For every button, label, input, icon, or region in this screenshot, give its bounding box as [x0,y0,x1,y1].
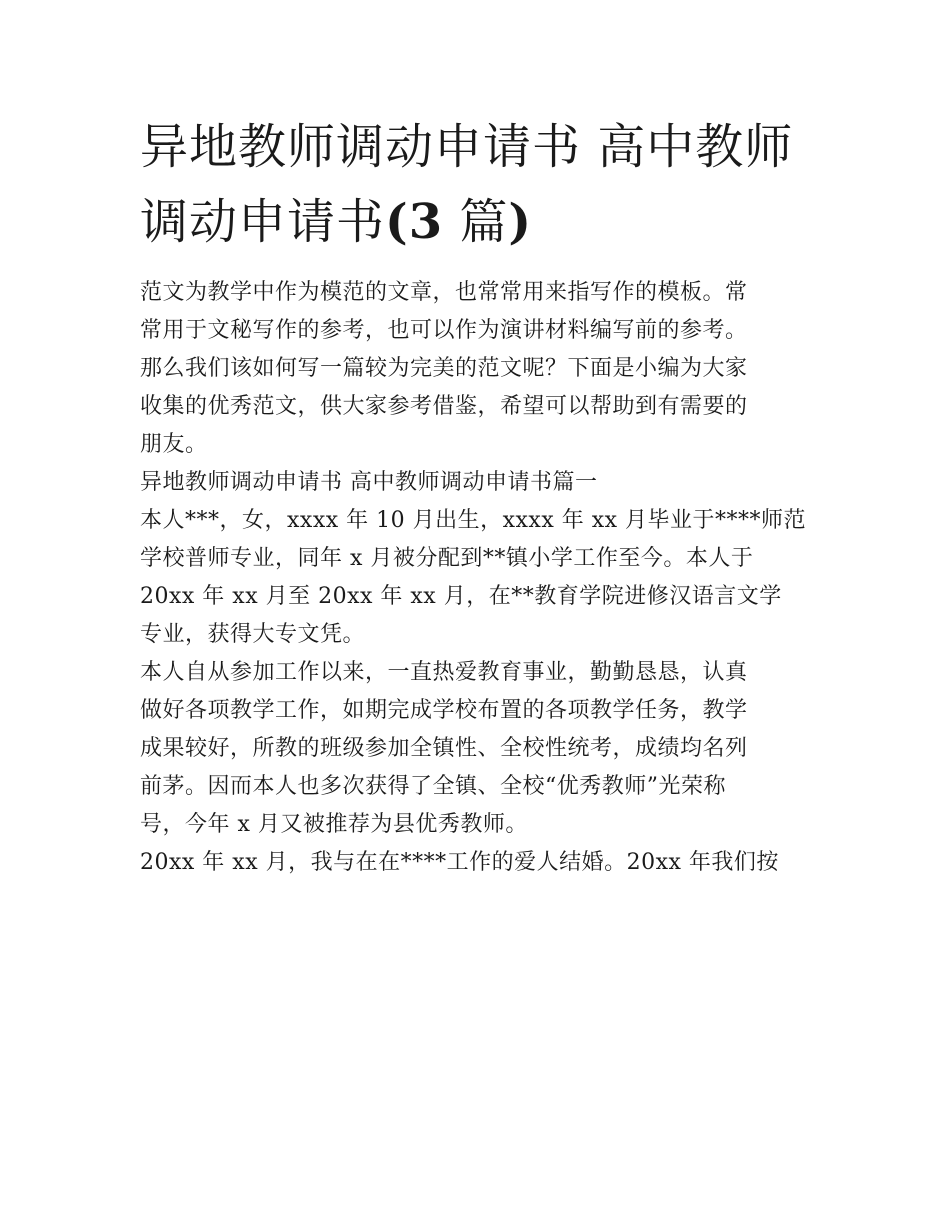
text-line: 那么我们该如何写一篇较为完美的范文呢？下面是小编为大家 [140,356,748,381]
text-line: 本人***，女，xxxx 年 10 月出生，xxxx 年 xx 月毕业于****师范 [140,508,807,533]
text-line: 异地教师调动申请书 高中教师调动申请书篇一 [140,470,598,495]
text-line: 20xx 年 xx 月至 20xx 年 xx 月，在**教育学院进修汉语言文学 [140,584,782,609]
text-line: 20xx 年 xx 月，我与在在****工作的爱人结婚。20xx 年我们按 [140,850,779,875]
text-line: 专业，获得大专文凭。 [140,622,366,647]
text-line: 号，今年 x 月又被推荐为县优秀教师。 [140,812,528,837]
body-paragraph-1 [140,502,820,654]
text-line: 范文为教学中作为模范的文章，也常常用来指写作的模板。常 [140,280,748,305]
title-line-2: 调动申请书(3 篇) [140,194,533,250]
section-heading [140,464,820,502]
document-page [140,110,820,882]
body-paragraph-3 [140,844,820,882]
intro-paragraph [140,274,820,464]
text-line: 成果较好，所教的班级参加全镇性、全校性统考，成绩均名列 [140,736,748,761]
text-line: 学校普师专业，同年 x 月被分配到**镇小学工作至今。本人于 [140,546,754,571]
text-line: 前茅。因而本人也多次获得了全镇、全校“优秀教师”光荣称 [140,774,726,799]
text-line: 收集的优秀范文，供大家参考借鉴，希望可以帮助到有需要的 [140,394,748,419]
body-paragraph-2 [140,654,820,844]
text-line: 朋友。 [140,432,208,457]
document-body [140,274,820,882]
text-line: 常用于文秘写作的参考，也可以作为演讲材料编写前的参考。 [140,318,748,343]
text-line: 本人自从参加工作以来，一直热爱教育事业，勤勤恳恳，认真 [140,660,748,685]
text-line: 做好各项教学工作，如期完成学校布置的各项教学任务，教学 [140,698,748,723]
title-line-1: 异地教师调动申请书 高中教师 [140,119,794,175]
document-title [140,110,820,260]
